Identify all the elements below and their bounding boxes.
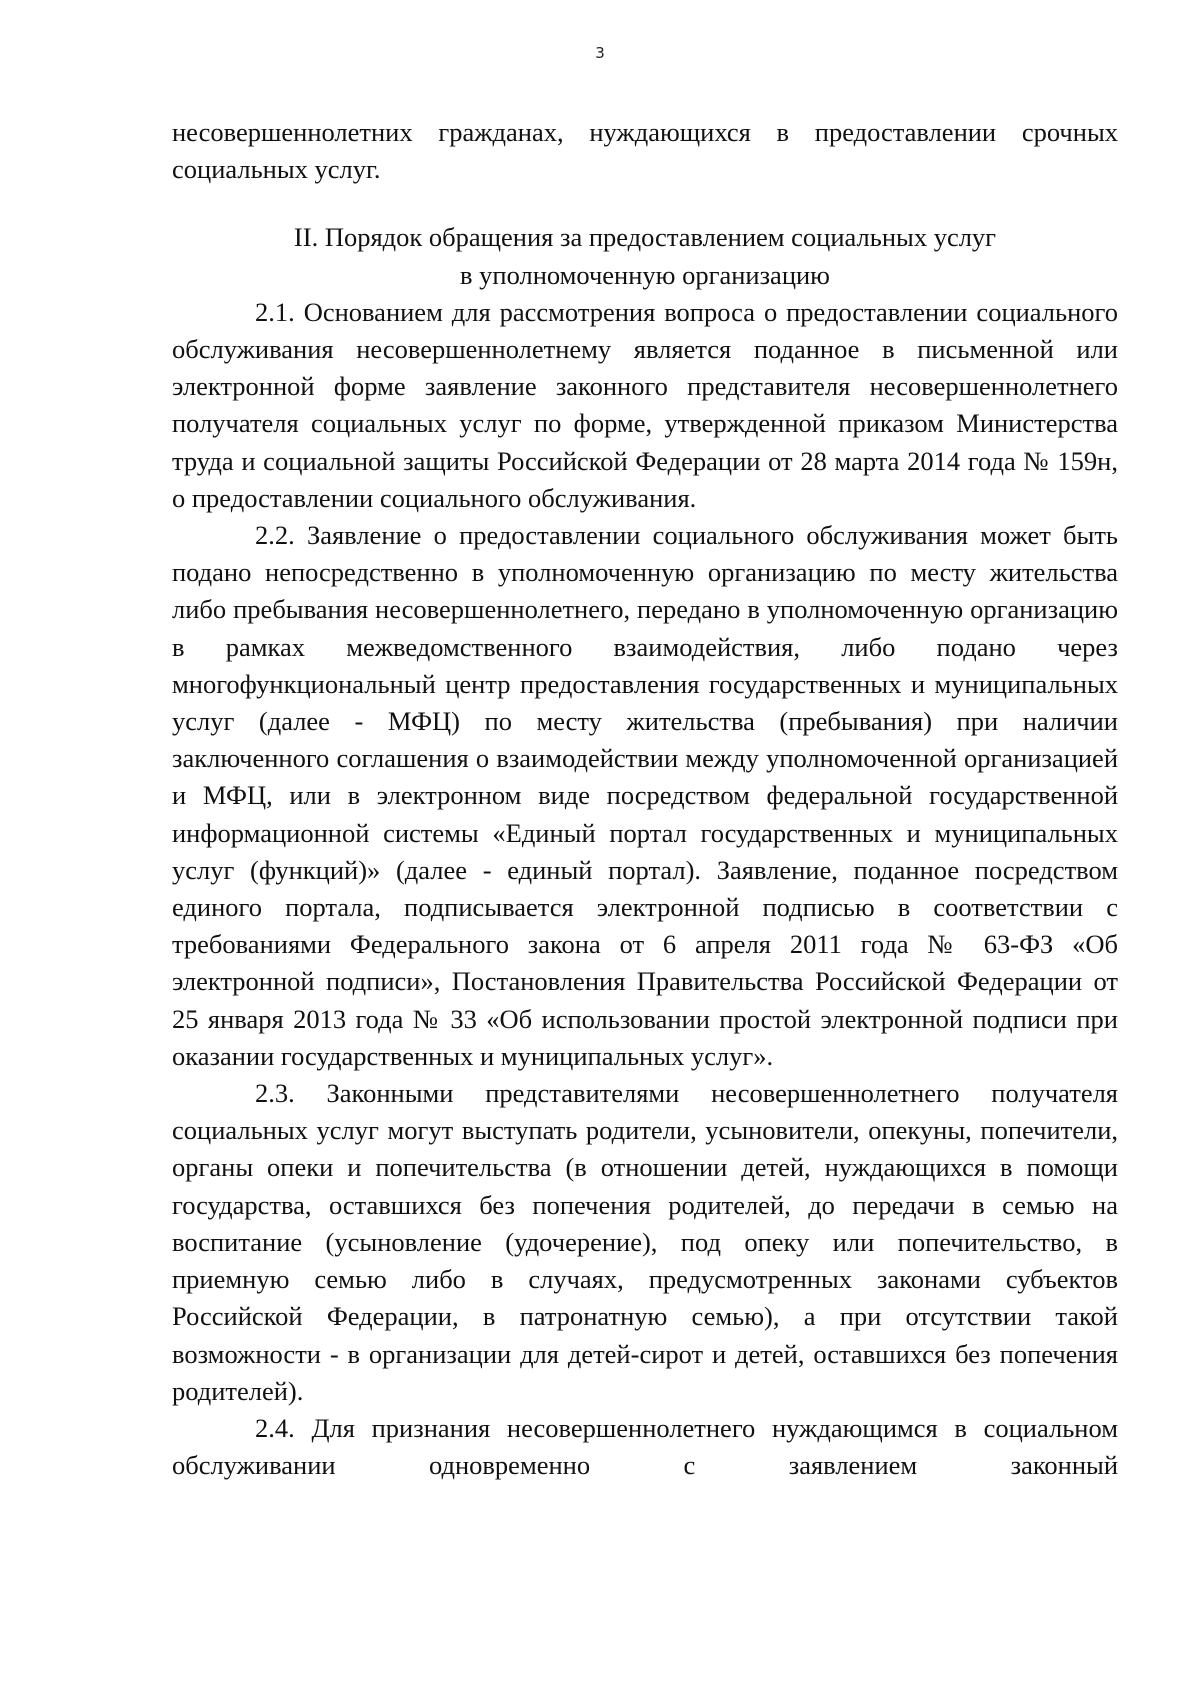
- section-heading-line-2: в уполномоченную организацию: [460, 259, 830, 290]
- paragraph-2-4: 2.4. Для признания несовершеннолетнего нуждающимся в социальном обслуживании одновременно с заявлением законный: [172, 1412, 1118, 1481]
- paragraph-2-2: 2.2. Заявление о предоставлении социального обслуживания может быть подано непосредственно в уполномоченную организацию по месту жительства либо пребывания несовершеннолетнего, передано в уполномоченную организацию в рамках межведомственного взаимодействия, либо подано через многофункциональный центр предоставления государственных и муниципальных услуг (далее - МФЦ) по месту жительства (пребывания) при наличии заключенного соглашения о взаимодействии между уполномоченной организацией и МФЦ, или в электронном виде посредством федеральной государственной информационной системы «Единый портал государственных и муниципальных услуг (функций)» (далее - единый портал). Заявление, поданное посредством единого портала, подписывается электронной подписью в соответствии с требованиями Федерального закона от 6 апреля 2011 года № 63-ФЗ «Об электронной подписи», Постановления Правительства Российской Федерации от 25 января 2013 года № 33 «Об использовании простой электронной подписи при оказании государственных и муниципальных услуг».: [172, 520, 1118, 1071]
- paragraph-continuation: несовершеннолетних гражданах, нуждающихся в предоставлении срочных социальных услуг.: [172, 117, 1118, 185]
- paragraph-2-3: 2.3. Законными представителями несовершеннолетнего получателя социальных услуг могут выступать родители, усыновители, опекуны, попечители, органы опеки и попечительства (в отношении детей, нуждающихся в помощи государства, оставшихся без попечения родителей, до передачи в семью на воспитание (усыновление (удочерение), под опеку или попечительство, в приемную семью либо в случаях, предусмотренных законами субъектов Российской Федерации, в патронатную семью), а при отсутствии такой возможности - в организации для детей-сирот и детей, оставшихся без попечения родителей).: [172, 1078, 1118, 1406]
- section-heading-line-1: II. Порядок обращения за предоставлением социальных услуг: [293, 222, 997, 253]
- document-body: [172, 114, 1118, 1484]
- section-heading: [172, 219, 1118, 293]
- paragraph-2-1: 2.1. Основанием для рассмотрения вопроса о предоставлении социального обслуживания несовершеннолетнему является поданное в письменной или электронной форме заявление законного представителя несовершеннолетнего получателя социальных услуг по форме, утвержденной приказом Министерства труда и социальной защиты Российской Федерации от 28 марта 2014 года № 159н, о предоставлении социального обслуживания.: [172, 296, 1118, 513]
- page-number: 3: [595, 44, 605, 62]
